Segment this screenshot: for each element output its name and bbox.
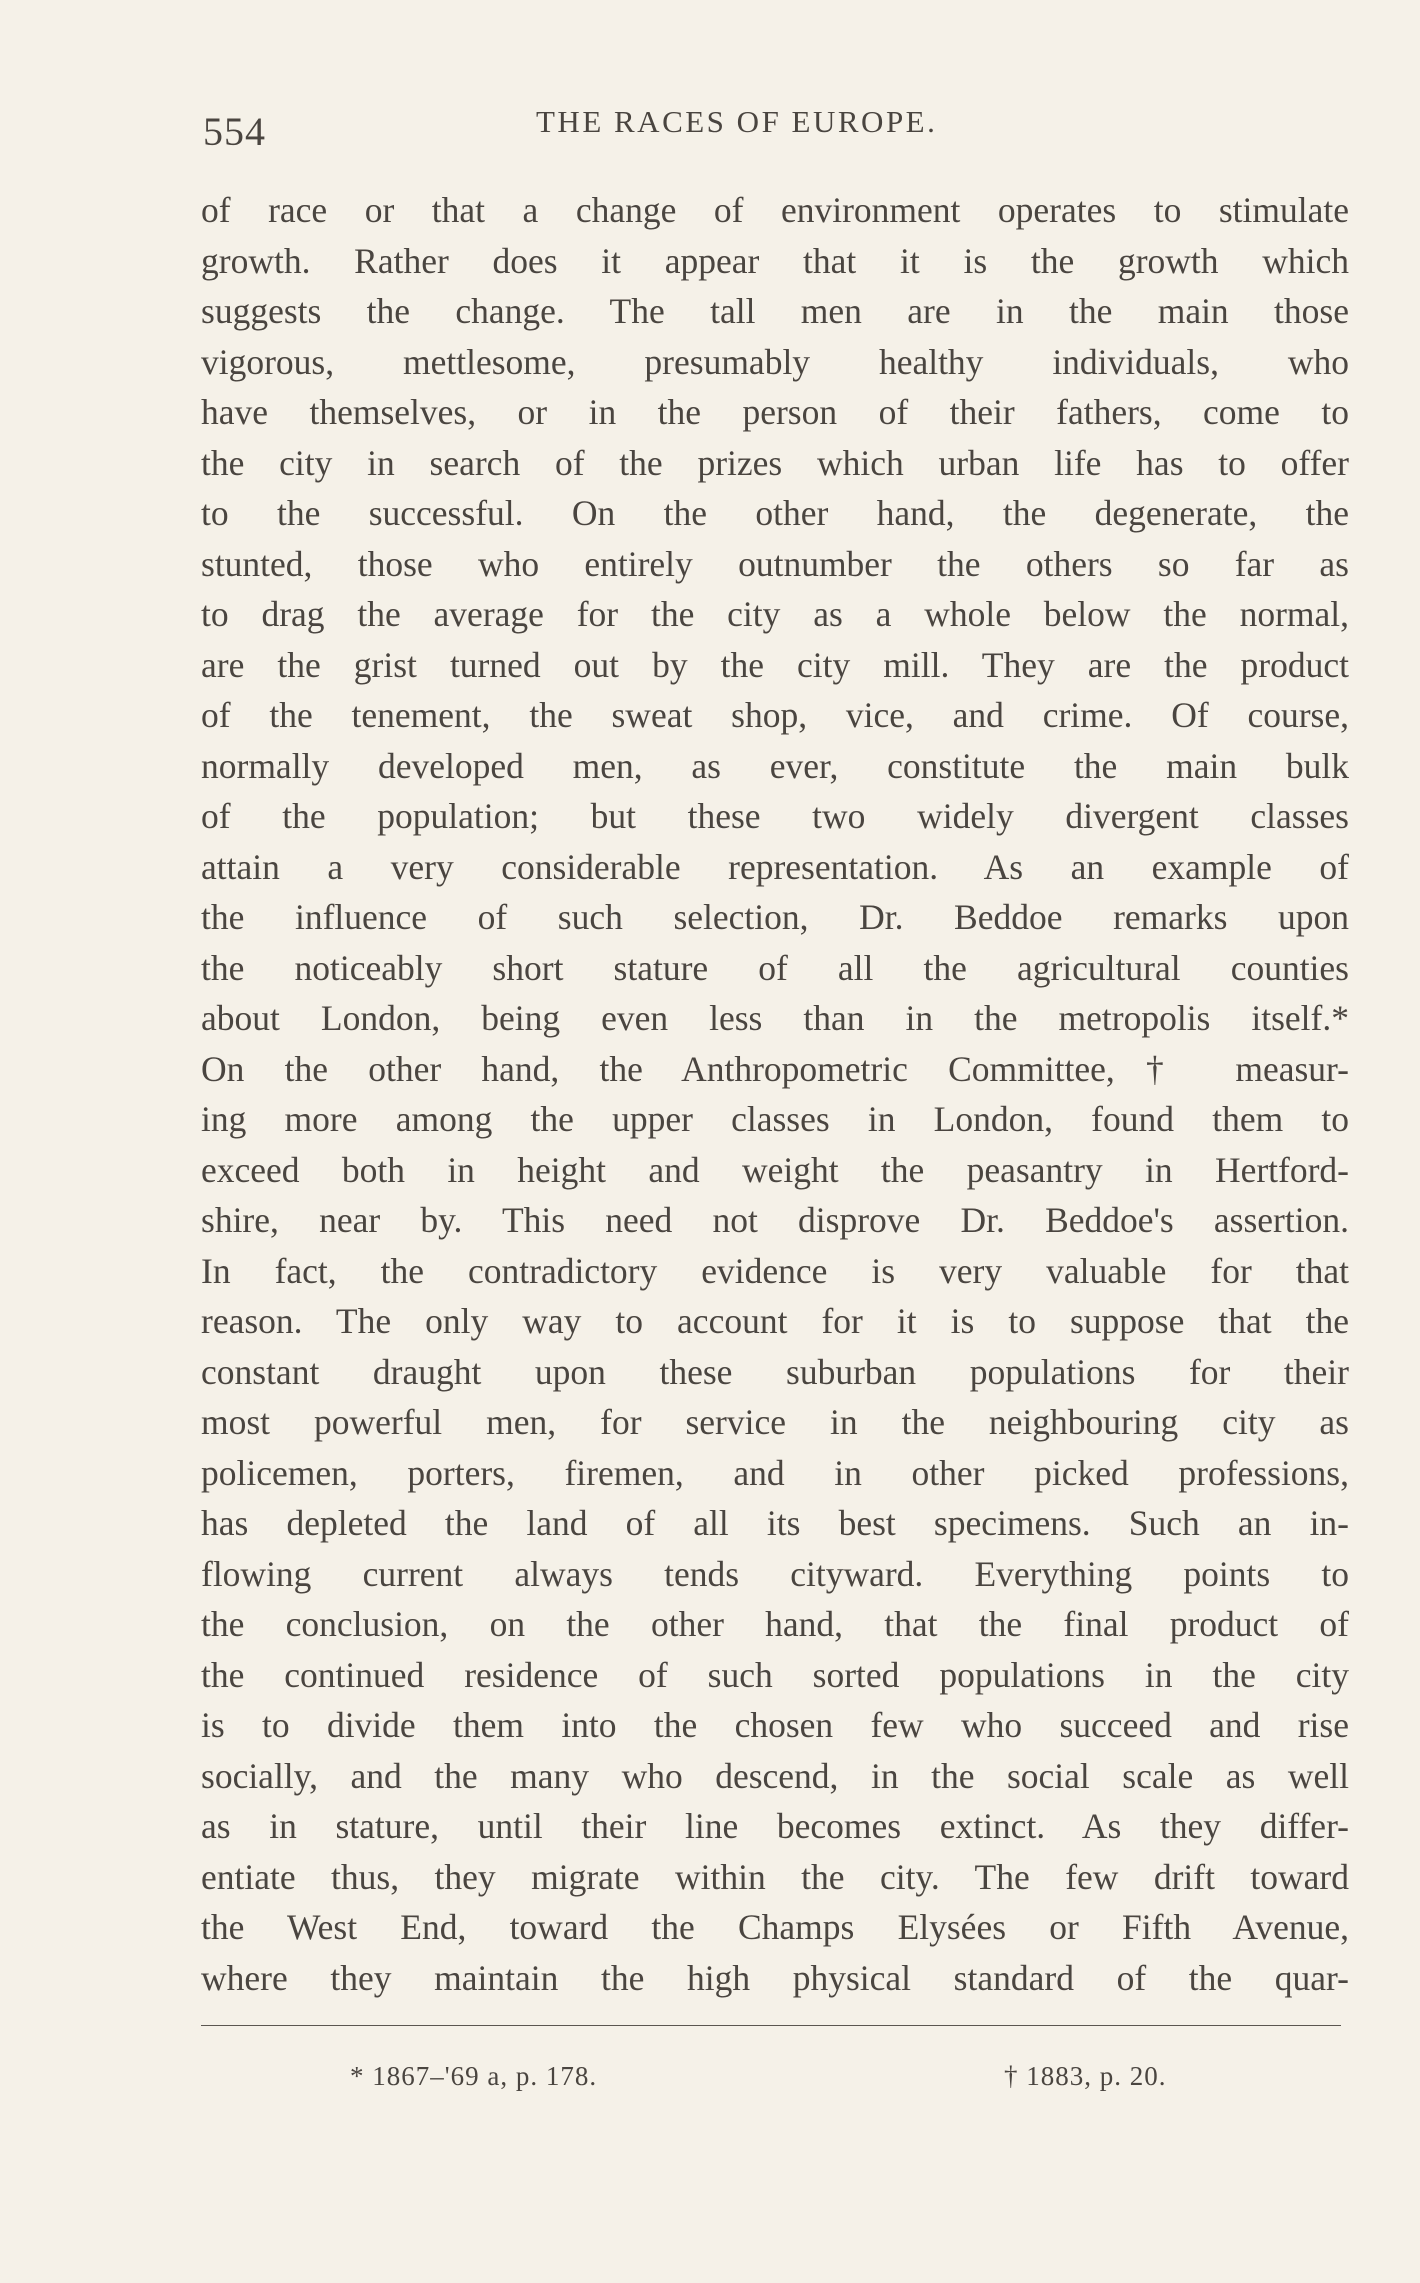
body-text bbox=[201, 185, 1349, 2003]
text-line: flowing current always tends cityward. Everything points to bbox=[201, 1553, 1349, 1594]
text-line: the noticeably short stature of all the agricultural counties bbox=[201, 947, 1349, 988]
text-line: the influence of such selection, Dr. Beddoe remarks upon bbox=[201, 897, 1349, 937]
text-line: entiate thus, they migrate within the city. The few drift toward bbox=[201, 1856, 1349, 1897]
text-line: attain a very considerable representation. As an example of bbox=[201, 846, 1349, 887]
text-line: exceed both in height and weight the peasantry in Hertford- bbox=[201, 1149, 1349, 1190]
text-line: the West End, toward the Champs Elysées or Fifth Avenue, bbox=[201, 1907, 1349, 1947]
text-line: has depleted the land of all its best specimens. Such an in- bbox=[201, 1503, 1349, 1543]
text-line: to the successful. On the other hand, the degenerate, the bbox=[201, 493, 1349, 533]
text-line: have themselves, or in the person of their fathers, come to bbox=[201, 392, 1349, 432]
text-line: constant draught upon these suburban populations for their bbox=[201, 1351, 1349, 1392]
text-line: where they maintain the high physical standard of the quar- bbox=[201, 1957, 1349, 1998]
text-line: the city in search of the prizes which urban life has to offer bbox=[201, 442, 1349, 483]
text-line: of the population; but these two widely divergent classes bbox=[201, 796, 1349, 836]
text-line: of the tenement, the sweat shop, vice, and crime. Of course, bbox=[201, 695, 1349, 735]
footnote-second: † 1883, p. 20. bbox=[1004, 2061, 1167, 2091]
footnote-divider bbox=[201, 2025, 1341, 2026]
text-line: growth. Rather does it appear that it is the growth which bbox=[201, 240, 1349, 281]
text-line: normally developed men, as ever, constitute the main bulk bbox=[201, 745, 1349, 786]
text-line: the continued residence of such sorted populations in the city bbox=[201, 1654, 1349, 1695]
text-line: to drag the average for the city as a whole below the normal, bbox=[201, 594, 1349, 634]
text-line: suggests the change. The tall men are in the main those bbox=[201, 291, 1349, 331]
text-line: reason. The only way to account for it is to suppose that the bbox=[201, 1301, 1349, 1341]
running-title: THE RACES OF EUROPE. bbox=[536, 104, 938, 139]
text-line: policemen, porters, firemen, and in other picked professions, bbox=[201, 1452, 1349, 1493]
text-line: the conclusion, on the other hand, that the final product of bbox=[201, 1604, 1349, 1644]
text-line: shire, near by. This need not disprove Dr. Beddoe's assertion. bbox=[201, 1200, 1349, 1240]
footnote-first: * 1867–'69 a, p. 178. bbox=[350, 2061, 598, 2091]
text-line: are the grist turned out by the city mill. They are the product bbox=[201, 644, 1349, 685]
text-line: stunted, those who entirely outnumber the others so far as bbox=[201, 543, 1349, 584]
text-line: vigorous, mettlesome, presumably healthy individuals, who bbox=[201, 341, 1349, 382]
text-line: socially, and the many who descend, in the social scale as well bbox=[201, 1755, 1349, 1796]
text-line: most powerful men, for service in the neighbouring city as bbox=[201, 1402, 1349, 1442]
text-line: On the other hand, the Anthropometric Committee,† measur- bbox=[201, 1048, 1349, 1089]
text-line: of race or that a change of environment operates to stimulate bbox=[201, 190, 1349, 230]
page-number: 554 bbox=[203, 109, 266, 154]
text-line: In fact, the contradictory evidence is very valuable for that bbox=[201, 1250, 1349, 1291]
text-line: is to divide them into the chosen few who succeed and rise bbox=[201, 1705, 1349, 1745]
text-line: ing more among the upper classes in London, found them to bbox=[201, 1099, 1349, 1139]
text-line: as in stature, until their line becomes extinct. As they differ- bbox=[201, 1806, 1349, 1846]
text-line: about London, being even less than in the metropolis itself.* bbox=[201, 998, 1349, 1038]
